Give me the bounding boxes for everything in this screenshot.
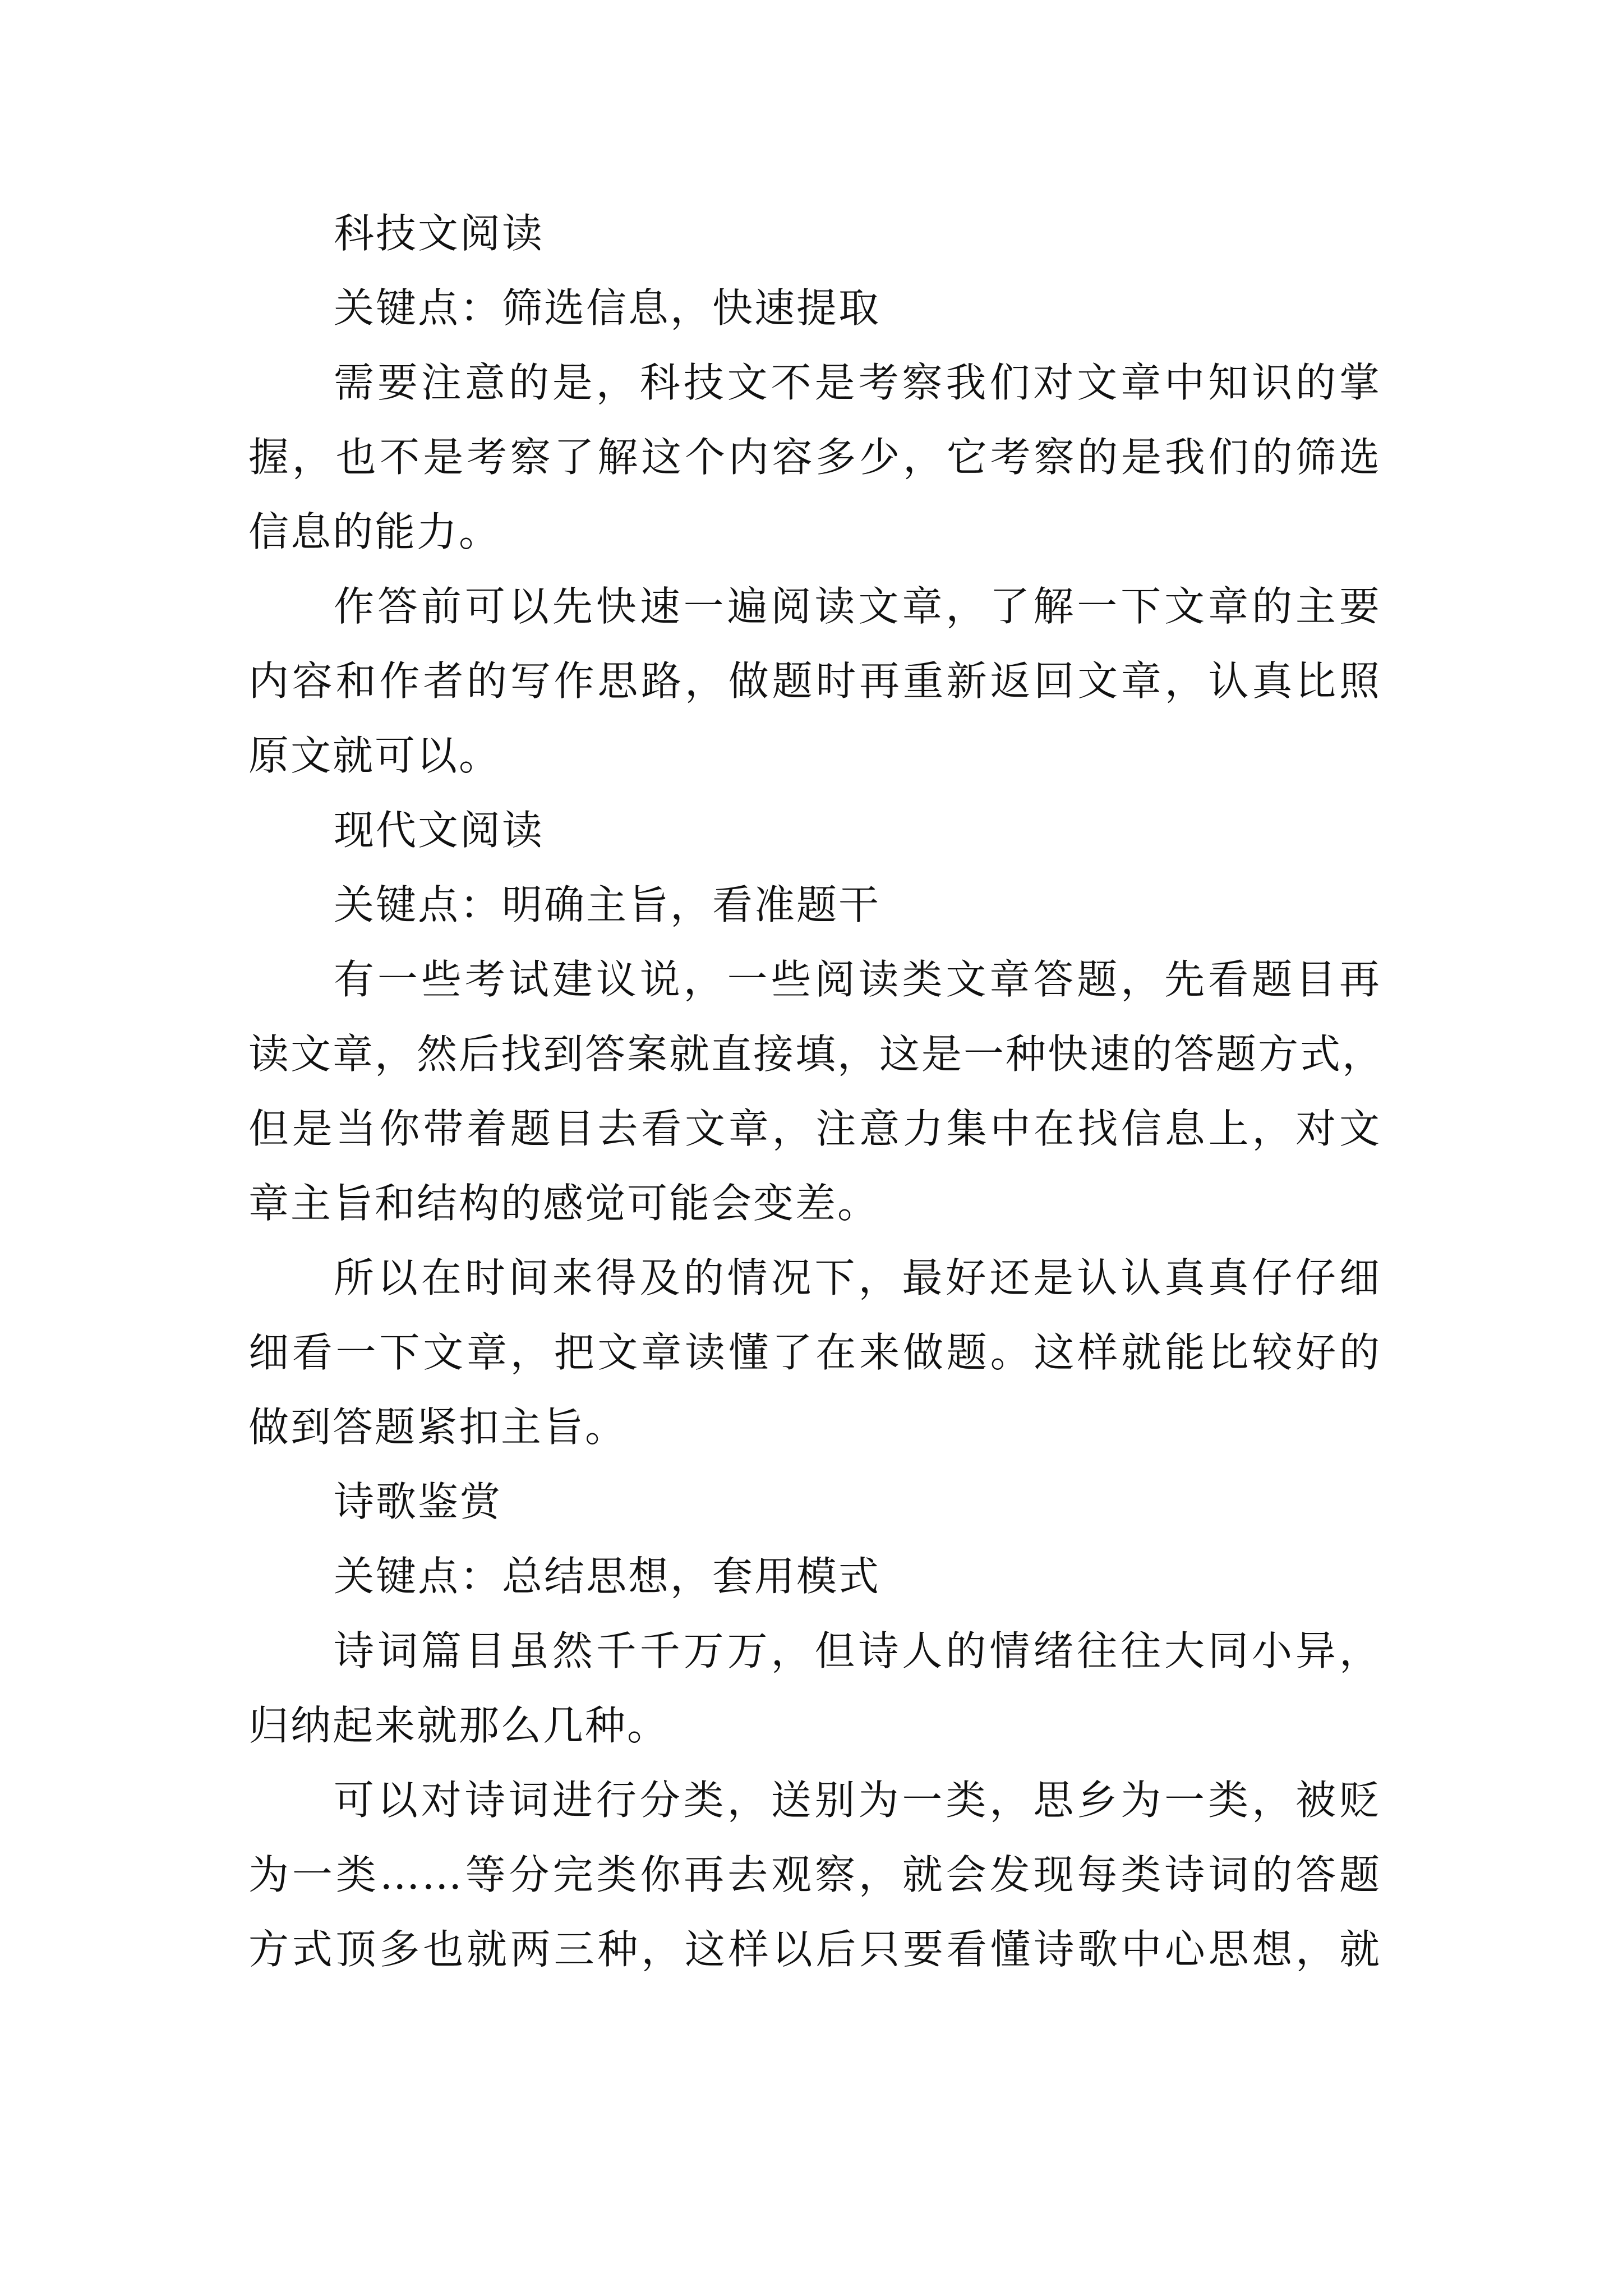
text-line: 原文就可以。 xyxy=(248,732,501,779)
text-line: 信息的能力。 xyxy=(248,508,501,555)
text-line: 细看一下文章，把文章读懂了在来做题。这样就能比较好的 xyxy=(248,1329,1381,1376)
text-line: 有一些考试建议说，一些阅读类文章答题，先看题目再 xyxy=(334,956,1381,1003)
text-line: 关键点：总结思想，套用模式 xyxy=(334,1553,881,1600)
text-line: 所以在时间来得及的情况下，最好还是认认真真仔仔细 xyxy=(334,1254,1381,1301)
text-line: 关键点：筛选信息，快速提取 xyxy=(334,284,881,332)
text-line: 归纳起来就那么几种。 xyxy=(248,1702,670,1749)
text-line: 握，也不是考察了解这个内容多少，它考察的是我们的筛选 xyxy=(248,434,1381,481)
text-line: 做到答题紧扣主旨。 xyxy=(248,1404,628,1451)
text-line: 章主旨和结构的感觉可能会变差。 xyxy=(248,1180,880,1227)
text-line: 为一类……等分完类你再去观察，就会发现每类诗词的答题 xyxy=(248,1851,1381,1898)
text-line: 诗歌鉴赏 xyxy=(334,1478,502,1525)
text-line: 需要注意的是，科技文不是考察我们对文章中知识的掌 xyxy=(334,359,1381,406)
text-line: 现代文阅读 xyxy=(334,807,545,854)
text-line: 关键点：明确主旨，看准题干 xyxy=(334,881,881,928)
text-line: 可以对诗词进行分类，送别为一类，思乡为一类，被贬 xyxy=(334,1777,1381,1824)
text-line: 读文章，然后找到答案就直接填，这是一种快速的答题方式， xyxy=(248,1030,1385,1078)
text-line: 诗词篇目虽然千千万万，但诗人的情绪往往大同小异， xyxy=(334,1627,1381,1674)
text-line: 但是当你带着题目去看文章，注意力集中在找信息上，对文 xyxy=(248,1105,1381,1152)
text-line: 作答前可以先快速一遍阅读文章，了解一下文章的主要 xyxy=(334,583,1381,630)
text-line: 科技文阅读 xyxy=(334,210,545,257)
text-line: 内容和作者的写作思路，做题时再重新返回文章，认真比照 xyxy=(248,657,1381,705)
document-body xyxy=(248,196,1385,1987)
text-line: 方式顶多也就两三种，这样以后只要看懂诗歌中心思想，就 xyxy=(248,1926,1381,1973)
